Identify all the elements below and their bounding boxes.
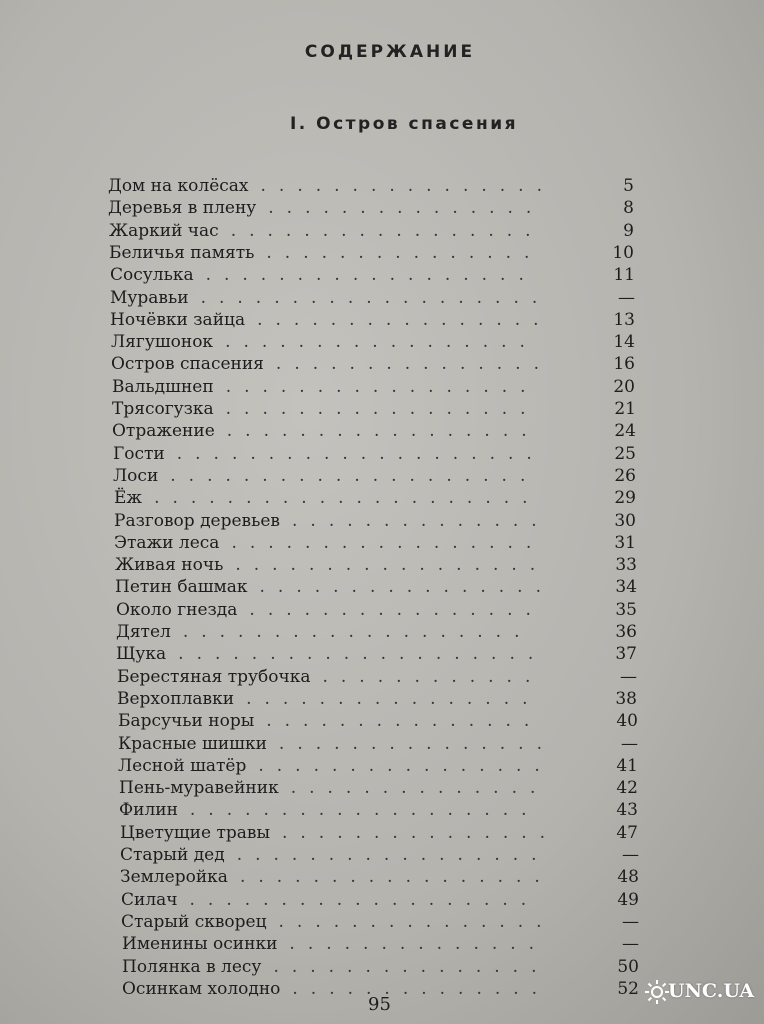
toc-entry-page: 40 [616, 711, 638, 732]
toc-entry-title: Около гнезда [116, 599, 238, 620]
leader-dots: ................. [225, 332, 538, 353]
toc-entry-title: Верхоплавки [117, 688, 235, 709]
toc-entry-page: 21 [614, 399, 636, 419]
toc-entry-page: 16 [613, 354, 635, 375]
leader-dots: ................ [259, 577, 554, 598]
toc-entry-page: — [622, 845, 639, 865]
toc-entry-page: 43 [616, 800, 638, 821]
toc-entry-page: 49 [617, 889, 639, 910]
toc-entry-page: 34 [615, 577, 637, 598]
toc-entry-title: Отражение [112, 421, 215, 442]
toc-entry-page: 24 [614, 421, 636, 442]
leader-dots: ................ [257, 309, 552, 330]
toc-entry-page: 26 [614, 465, 636, 486]
toc-entry-title: Лягушонок [111, 332, 214, 353]
toc-entry-title: Ночёвки зайца [110, 309, 246, 330]
leader-dots: .................. [205, 265, 537, 286]
toc-entry-page: 25 [614, 443, 636, 464]
toc-entry-page: 20 [613, 376, 635, 397]
leader-dots: ............... [266, 242, 543, 263]
leader-dots: ............... [266, 711, 543, 732]
toc-entry-title: Цветущие травы [120, 822, 270, 843]
toc-entry-title: Остров спасения [111, 354, 264, 375]
toc-entry-title: Красные шишки [118, 733, 267, 754]
leader-dots: .............. [292, 510, 550, 531]
toc-entry-title: Пень-муравейник [119, 778, 279, 799]
toc-entry-title: Барсучьи норы [118, 711, 255, 732]
leader-dots: ................... [189, 889, 540, 910]
leader-dots: ................. [231, 532, 545, 553]
toc-entry-title: Дом на колёсах [108, 176, 249, 196]
leader-dots: ............... [275, 354, 552, 375]
toc-entry-page: 50 [617, 956, 639, 977]
leader-dots: ..................... [154, 488, 541, 509]
toc-entry-title: Петин башмак [115, 577, 248, 598]
toc-entry-page: — [621, 733, 638, 754]
toc-entry-page: — [618, 287, 635, 308]
toc-entry-page: 8 [623, 198, 634, 219]
leader-dots: ................. [225, 376, 539, 397]
toc-entry-title: Щука [116, 644, 167, 665]
leader-dots: ............ [322, 666, 544, 687]
leader-dots: ............... [273, 956, 550, 977]
leader-dots: ................. [239, 867, 553, 888]
toc-entry-page: 30 [614, 510, 636, 531]
toc-entry-page: — [620, 666, 637, 687]
toc-entry-title: Лоси [113, 465, 159, 486]
leader-dots: ................. [225, 399, 539, 419]
toc-entry-page: 11 [613, 265, 635, 286]
page-number: 95 [368, 994, 391, 1015]
toc-entry-title: Жаркий час [109, 220, 219, 241]
leader-dots: ............... [282, 822, 559, 843]
section-title: I. Остров спасения [289, 114, 519, 134]
toc-entry-page: 31 [614, 532, 636, 553]
toc-entry-page: 9 [623, 220, 634, 241]
toc-entry-title: Вальдшнеп [112, 376, 214, 397]
toc-entry-page: 41 [616, 755, 638, 776]
leader-dots: ................ [246, 688, 541, 709]
toc-entry-page: 37 [615, 644, 637, 665]
toc-entry-title: Старый скворец [121, 911, 267, 932]
leader-dots: ................... [182, 622, 533, 642]
leader-dots: ................... [189, 800, 540, 821]
leader-dots: ................ [249, 599, 544, 620]
toc-entry-title: Полянка в лесу [122, 956, 262, 977]
toc-entry-title: Лесной шатёр [118, 755, 247, 776]
toc-entry-title: Дятел [116, 622, 171, 642]
leader-dots: .................... [178, 644, 547, 665]
toc-entry-title: Старый дед [120, 845, 225, 865]
toc-entry-title: Муравьи [110, 287, 189, 308]
toc-entry-page: 29 [614, 488, 636, 509]
toc-entry-page: 36 [615, 622, 637, 642]
leader-dots: .................... [170, 465, 539, 486]
leader-dots: ............... [278, 911, 555, 932]
toc-entry-title: Трясогузка [112, 399, 214, 419]
toc-entry-page: 35 [615, 599, 637, 620]
leader-dots: ............... [278, 733, 555, 754]
toc-entry-title: Филин [119, 800, 178, 821]
leader-dots: ................. [230, 220, 544, 241]
toc-entry-title: Ёж [114, 488, 143, 509]
leader-dots: .................... [176, 443, 545, 464]
toc-entry-page: 47 [616, 822, 638, 843]
toc-entry-title: Беличья память [109, 242, 255, 263]
toc-entry-page: 38 [615, 688, 637, 709]
toc-entry-page: 5 [623, 176, 634, 196]
toc-entry-page: 13 [613, 309, 635, 330]
toc-entry-title: Живая ночь [115, 555, 224, 576]
leader-dots: ................. [236, 845, 550, 865]
leader-dots: .............. [290, 778, 549, 799]
toc-entry-title: Силач [121, 889, 178, 910]
leader-dots: ................. [235, 555, 549, 576]
toc-entry-title: Сосулька [110, 265, 194, 286]
leader-dots: ................ [258, 755, 553, 776]
toc-entry-page: 33 [615, 555, 637, 576]
contents-title: СОДЕРЖАНИЕ [304, 42, 476, 62]
leader-dots: ................ [260, 176, 555, 196]
watermark-text: UNC.UA [668, 980, 755, 1002]
leader-dots: .............. [289, 934, 548, 955]
toc-entry-page: 48 [617, 867, 639, 888]
leader-dots: ............... [268, 198, 545, 219]
table-of-contents [0, 175, 764, 999]
toc-entry-title: Гости [113, 443, 165, 464]
watermark [642, 970, 754, 1014]
toc-entry-title: Осинкам холодно [122, 978, 281, 999]
toc-entry-title: Берестяная трубочка [117, 666, 311, 687]
toc-entry-title: Разговор деревьев [114, 510, 281, 531]
toc-entry-title: Этажи леса [114, 532, 220, 553]
toc-entry-page: 10 [612, 242, 634, 263]
toc-entry-page: 14 [613, 332, 635, 353]
toc-entry-page: — [622, 911, 639, 932]
toc-entry-title: Деревья в плену [108, 198, 257, 219]
toc-entry-page: 42 [616, 778, 638, 799]
toc-entry-page: — [622, 934, 639, 955]
leader-dots: ................... [200, 287, 551, 308]
leader-dots: ................. [226, 421, 540, 442]
toc-entry-title: Землеройка [120, 867, 228, 888]
leader-dots: .............. [292, 978, 551, 999]
toc-entry-page: 52 [617, 978, 639, 999]
toc-entry-title: Именины осинки [122, 934, 278, 955]
